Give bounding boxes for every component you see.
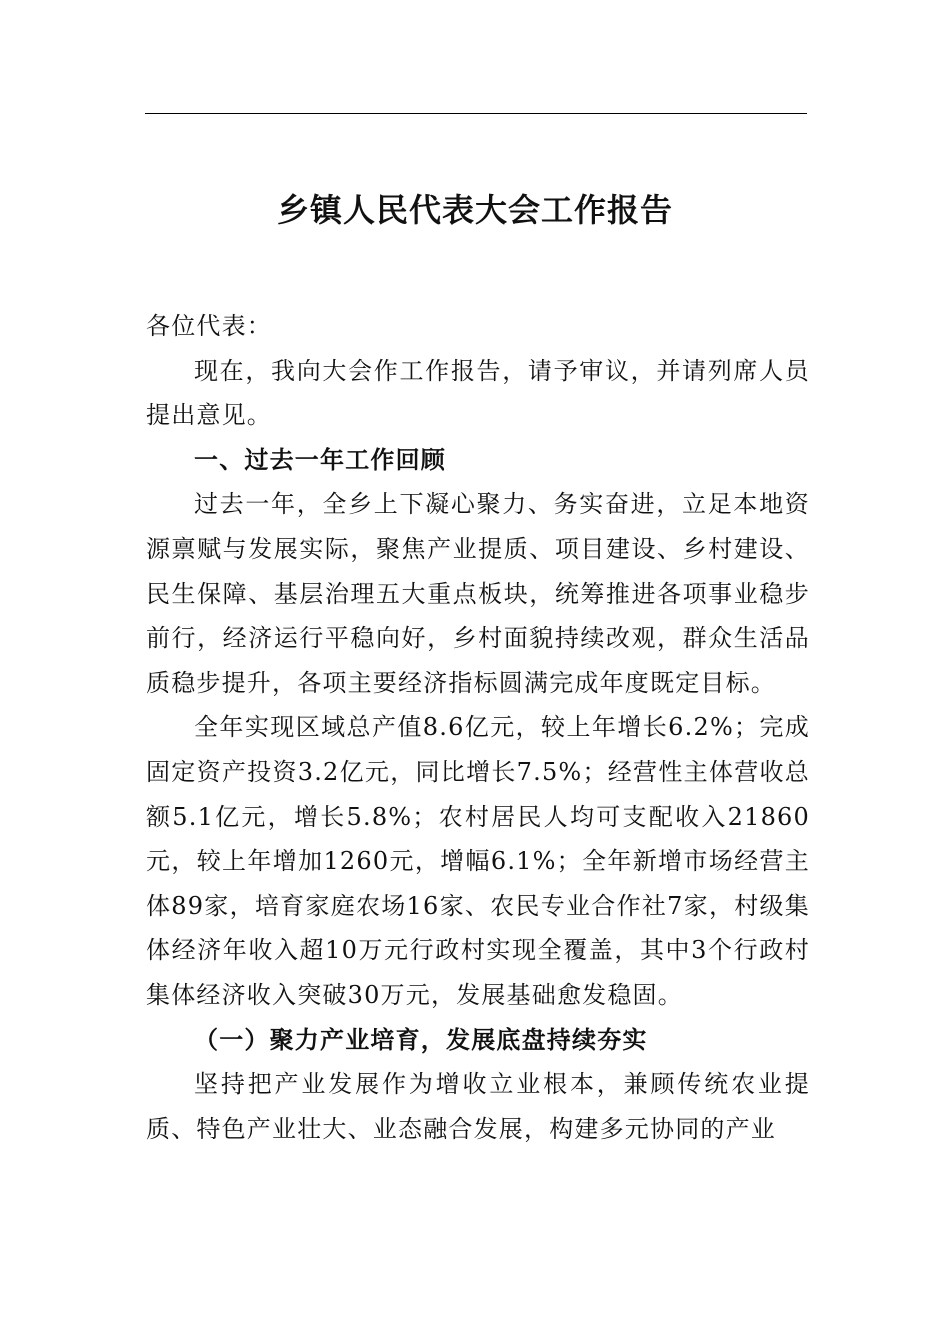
statistics-paragraph: 全年实现区域总产值8.6亿元，较上年增长6.2%；完成固定资产投资3.2亿元，同比增长7.5%；经营性主体营收总额5.1亿元，增长5.8%；农村居民人均可支配收入21860元，较上年增加1260元，增幅6.1%；全年新增市场经营主体89家，培育家庭农场16家、农民专业合作社7家，村级集体经济年收入超10万元行政村实现全覆盖，其中3个行政村集体经济收入突破30万元，发展基础愈发稳固。	[146, 713, 810, 1009]
document-title: 乡镇人民代表大会工作报告	[276, 191, 673, 229]
body-paragraph: 坚持把产业发展作为增收立业根本，兼顾传统农业提质、特色产业壮大、业态融合发展，构建多元协同的产业	[146, 1070, 810, 1143]
document-body	[146, 304, 810, 1151]
section-heading: 一、过去一年工作回顾	[194, 445, 446, 474]
intro-paragraph: 现在，我向大会作工作报告，请予审议，并请列席人员提出意见。	[146, 356, 810, 430]
body-paragraph: 过去一年，全乡上下凝心聚力、务实奋进，立足本地资源禀赋与发展实际，聚焦产业提质、项目建设、乡村建设、民生保障、基层治理五大重点板块，统筹推进各项事业稳步前行，经济运行平稳向好，乡村面貌持续改观，群众生活品质稳步提升，各项主要经济指标圆满完成年度既定目标。	[146, 490, 810, 697]
header-rule	[145, 113, 807, 114]
subsection-heading: （一）聚力产业培育，发展底盘持续夯实	[194, 1024, 648, 1054]
salutation: 各位代表：	[146, 312, 272, 340]
